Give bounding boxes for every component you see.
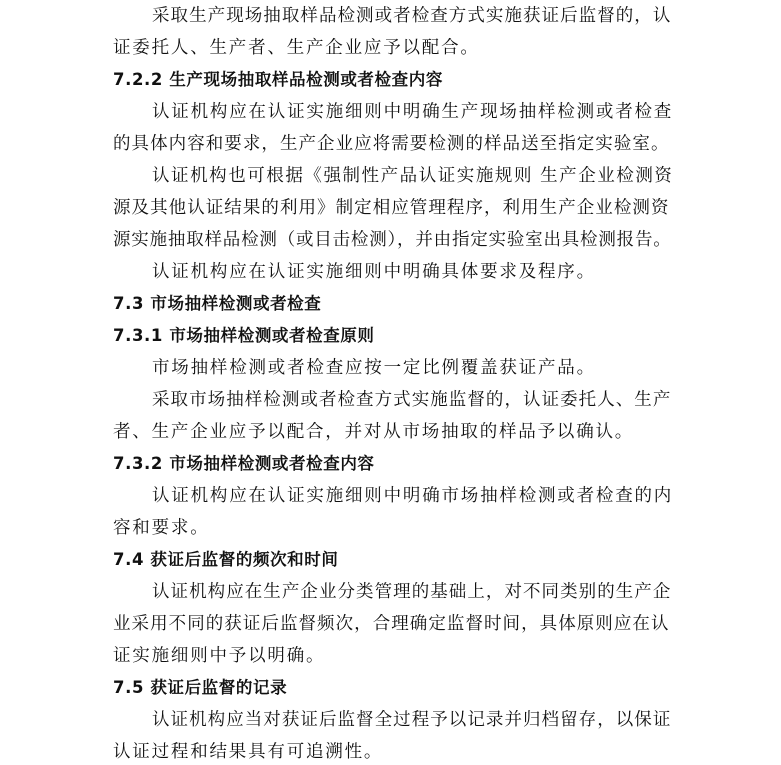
paragraph-line: 市场抽样检测或者检查应按一定比例覆盖获证产品。	[152, 358, 596, 378]
paragraph-line: 源及其他认证结果的利用》制定相应管理程序，利用生产企业检测资	[113, 198, 670, 218]
paragraph-line: 认证机构应在生产企业分类管理的基础上，对不同类别的生产企	[152, 582, 672, 602]
paragraph-line: 认证机构应在认证实施细则中明确生产现场抽样检测或者检查	[152, 102, 674, 122]
paragraph-line: 的具体内容和要求，生产企业应将需要检测的样品送至指定实验室。	[113, 134, 670, 154]
section-heading-7-2-2: 7.2.2 生产现场抽取样品检测或者检查内容	[113, 70, 443, 89]
paragraph-line: 认证过程和结果具有可追溯性。	[113, 742, 384, 762]
paragraph-line: 采取生产现场抽取样品检测或者检查方式实施获证后监督的，认	[152, 6, 672, 26]
paragraph-line: 源实施抽取样品检测（或目击检测），并由指定实验室出具检测报告。	[113, 230, 672, 250]
paragraph-line: 容和要求。	[113, 518, 210, 538]
paragraph-line: 认证机构也可根据《强制性产品认证实施规则 生产企业检测资	[152, 166, 674, 186]
section-heading-7-5: 7.5 获证后监督的记录	[113, 678, 288, 697]
section-heading-7-3-2: 7.3.2 市场抽样检测或者检查内容	[113, 454, 375, 473]
section-heading-7-3-1: 7.3.1 市场抽样检测或者检查原则	[113, 326, 375, 345]
section-heading-7-3: 7.3 市场抽样检测或者检查	[113, 294, 322, 313]
paragraph-line: 业采用不同的获证后监督频次，合理确定监督时间，具体原则应在认	[113, 614, 670, 634]
paragraph-line: 证实施细则中予以明确。	[113, 646, 326, 666]
paragraph-line: 采取市场抽样检测或者检查方式实施监督的，认证委托人、生产	[152, 390, 672, 410]
section-heading-7-4: 7.4 获证后监督的频次和时间	[113, 550, 339, 569]
paragraph-line: 认证机构应在认证实施细则中明确具体要求及程序。	[152, 262, 596, 282]
paragraph-line: 证委托人、生产者、生产企业应予以配合。	[113, 38, 480, 58]
paragraph-line: 认证机构应当对获证后监督全过程予以记录并归档留存，以保证	[152, 710, 672, 730]
paragraph-line: 认证机构应在认证实施细则中明确市场抽样检测或者检查的内	[152, 486, 674, 506]
paragraph-line: 者、生产企业应予以配合，并对从市场抽取的样品予以确认。	[113, 422, 635, 442]
